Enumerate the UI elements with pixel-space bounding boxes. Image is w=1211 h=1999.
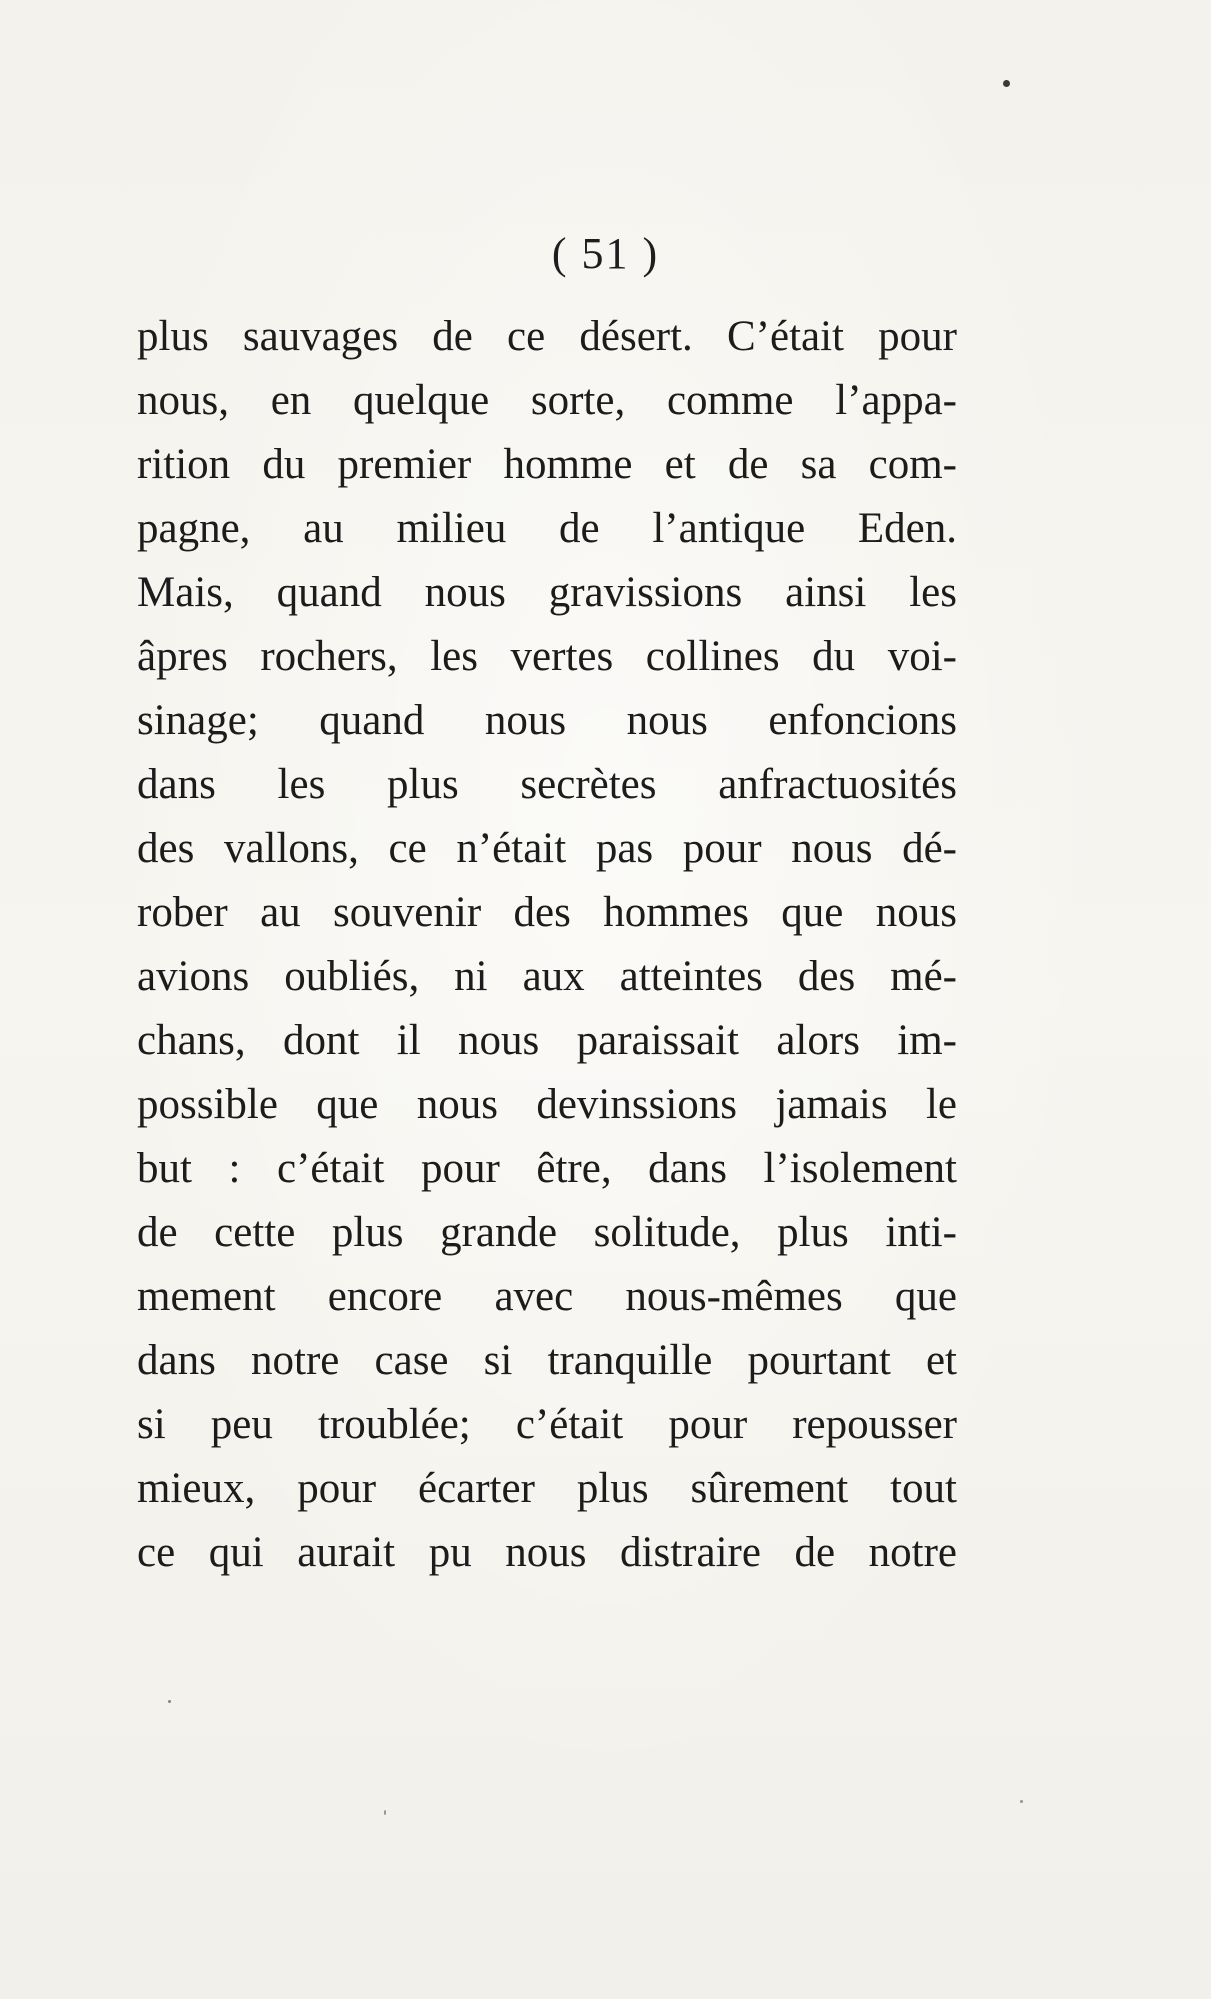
text-line: Mais, quand nous gravissions ainsi les bbox=[137, 569, 957, 616]
text-line: de cette plus grande solitude, plus inti- bbox=[137, 1209, 957, 1256]
text-line: sinage; quand nous nous enfoncions bbox=[137, 697, 957, 744]
text-line: mement encore avec nous-mêmes que bbox=[137, 1273, 957, 1320]
text-line: pagne, au milieu de l’antique Eden. bbox=[137, 505, 957, 552]
text-line: dans les plus secrètes anfractuosités bbox=[137, 761, 957, 808]
text-line: dans notre case si tranquille pourtant et bbox=[137, 1337, 957, 1384]
ink-speck bbox=[1020, 1800, 1023, 1803]
ink-speck bbox=[1003, 80, 1010, 87]
text-line: possible que nous devinssions jamais le bbox=[137, 1081, 957, 1128]
page-number: ( 51 ) bbox=[551, 229, 660, 278]
text-line: chans, dont il nous paraissait alors im- bbox=[137, 1017, 957, 1064]
text-line: nous, en quelque sorte, comme l’appa- bbox=[137, 377, 957, 424]
text-line: mieux, pour écarter plus sûrement tout bbox=[137, 1465, 957, 1512]
ink-speck bbox=[168, 1700, 171, 1703]
ink-speck bbox=[384, 1810, 386, 1815]
text-line: rition du premier homme et de sa com- bbox=[137, 441, 957, 488]
body-text bbox=[137, 305, 957, 1585]
text-line: plus sauvages de ce désert. C’était pour bbox=[137, 313, 957, 360]
text-line: rober au souvenir des hommes que nous bbox=[137, 889, 957, 936]
text-line: avions oubliés, ni aux atteintes des mé- bbox=[137, 953, 957, 1000]
text-line: des vallons, ce n’était pas pour nous dé- bbox=[137, 825, 957, 872]
text-line: âpres rochers, les vertes collines du voi- bbox=[137, 633, 957, 680]
text-line: but : c’était pour être, dans l’isolement bbox=[137, 1145, 957, 1192]
text-line: si peu troublée; c’était pour repousser bbox=[137, 1401, 957, 1448]
text-line: ce qui aurait pu nous distraire de notre bbox=[137, 1529, 957, 1576]
